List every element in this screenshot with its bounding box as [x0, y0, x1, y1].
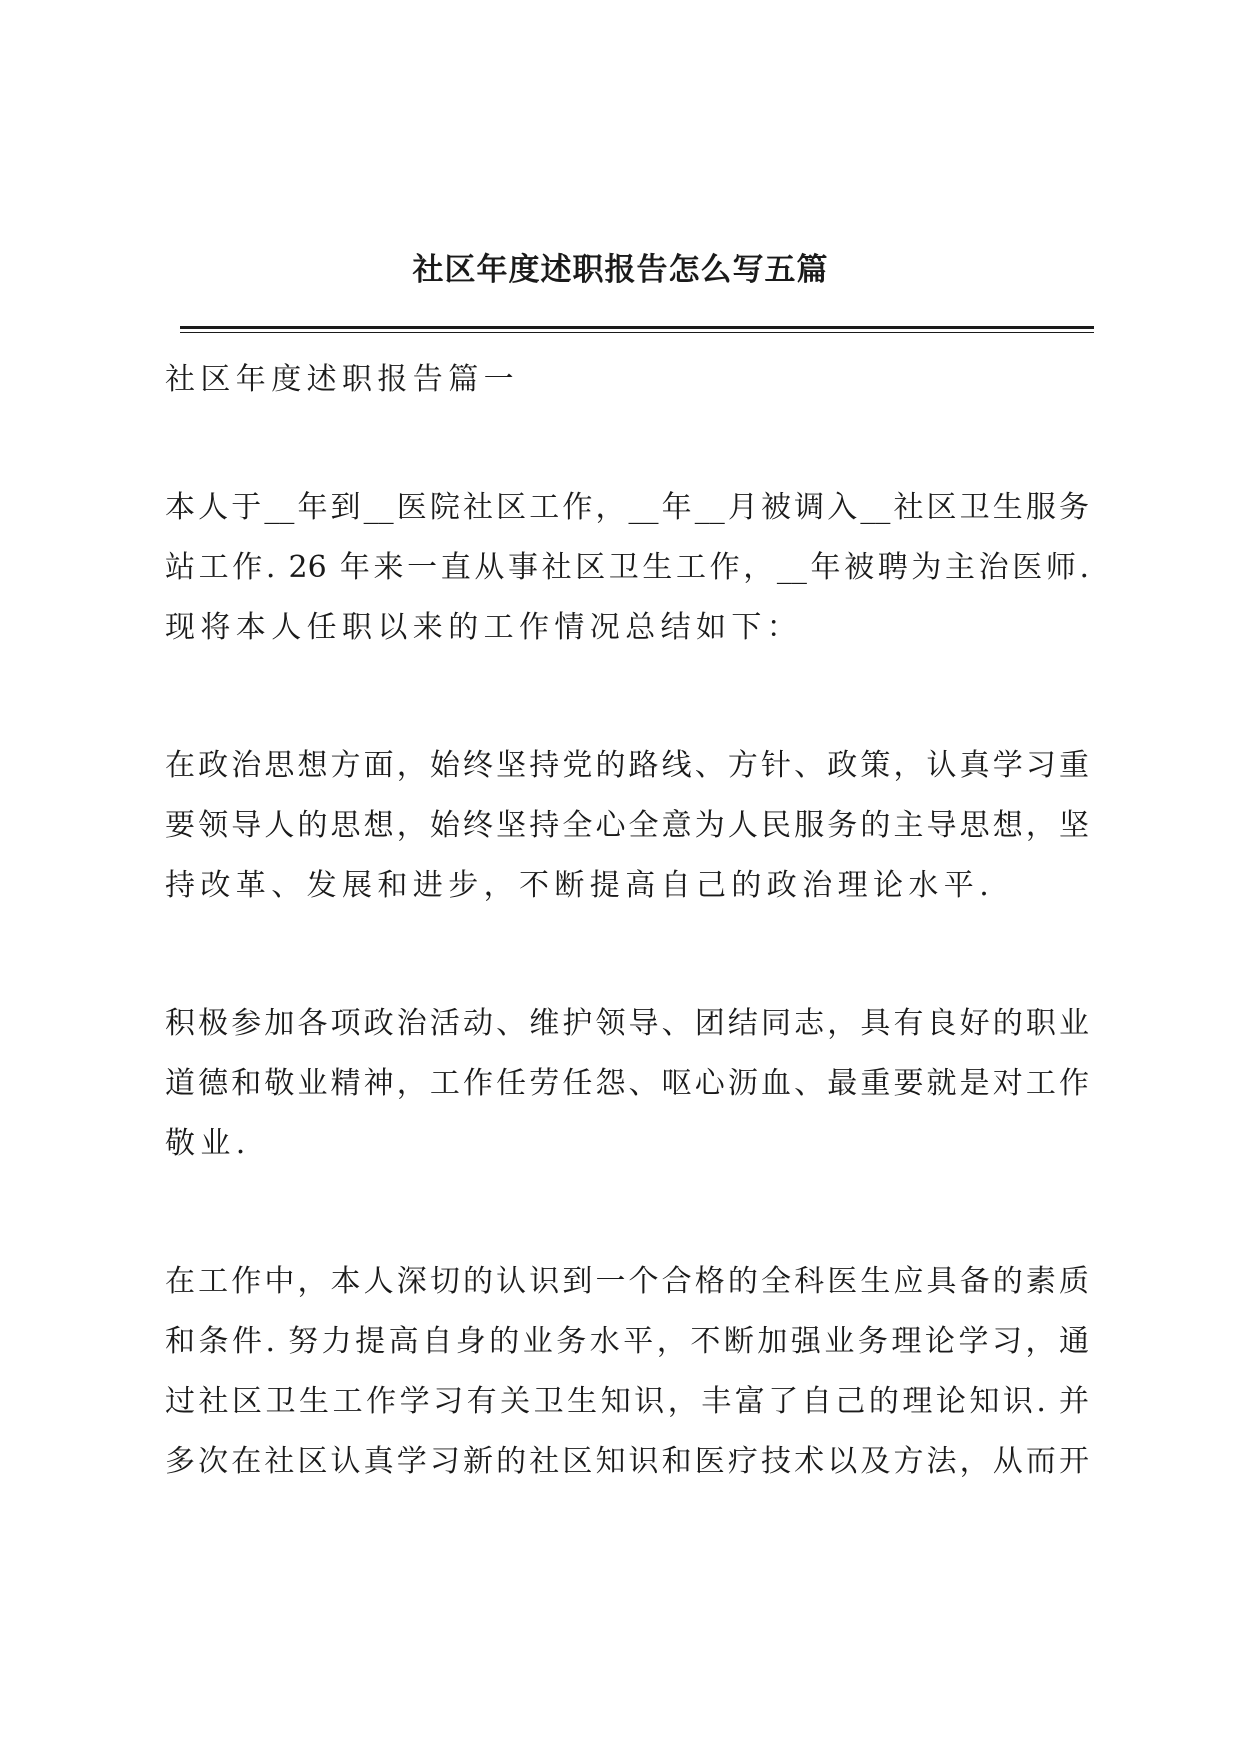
paragraph-3-line-3: 敬业.: [165, 1126, 251, 1161]
paragraph-3-line-2: 道德和敬业精神，工作任劳任怨、呕心沥血、最重要就是对工作: [165, 1066, 1089, 1101]
paragraph-4-line-1: 在工作中，本人深切的认识到一个合格的全科医生应具备的素质: [165, 1264, 1089, 1299]
paragraph-1-line-2: 站工作. 26 年来一直从事社区卫生工作，__年被聘为主治医师.: [165, 550, 1089, 585]
paragraph-2-line-2: 要领导人的思想，始终坚持全心全意为人民服务的主导思想，坚: [165, 808, 1089, 843]
section-heading: 社区年度述职报告篇一: [165, 362, 519, 397]
paragraph-4-line-2: 和条件. 努力提高自身的业务水平，不断加强业务理论学习，通: [165, 1324, 1089, 1359]
paragraph-3-line-1: 积极参加各项政治活动、维护领导、团结同志，具有良好的职业: [165, 1006, 1089, 1041]
paragraph-4-line-4: 多次在社区认真学习新的社区知识和医疗技术以及方法，从而开: [165, 1444, 1089, 1479]
paragraph-1-line-1: 本人于__年到__医院社区工作，__年__月被调入__社区卫生服务: [165, 490, 1089, 525]
paragraph-1-line-3: 现将本人任职以来的工作情况总结如下：: [165, 610, 803, 645]
paragraph-4-line-3: 过社区卫生工作学习有关卫生知识，丰富了自己的理论知识. 并: [165, 1384, 1089, 1419]
paragraph-2-line-3: 持改革、发展和进步，不断提高自己的政治理论水平.: [165, 868, 995, 903]
title-rule-thick: [180, 326, 1094, 329]
title-rule-thin: [180, 332, 1094, 333]
paragraph-2-line-1: 在政治思想方面，始终坚持党的路线、方针、政策，认真学习重: [165, 748, 1089, 783]
document-title: 社区年度述职报告怎么写五篇: [412, 252, 829, 288]
